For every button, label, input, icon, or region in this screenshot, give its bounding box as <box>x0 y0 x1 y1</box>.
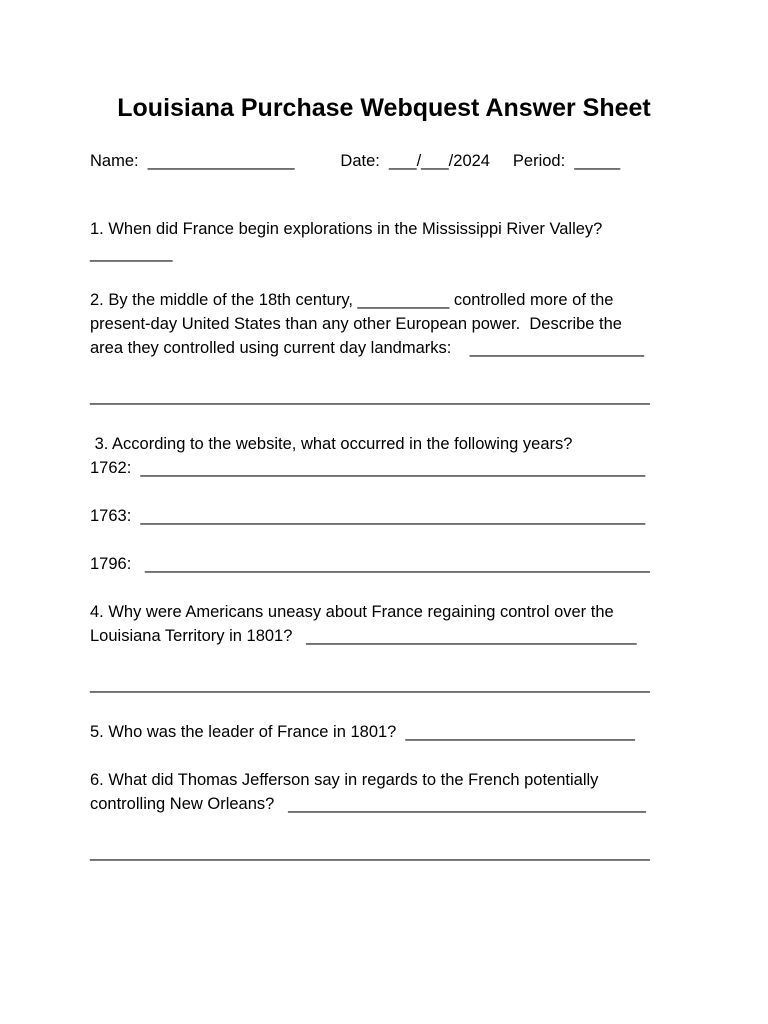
question-1-answer-blank: _________ <box>90 244 173 262</box>
question-2-text-line-2: present-day United States than any other European power. Describe the <box>90 315 622 333</box>
question-2-text-line-3: area they controlled using current day landmarks: ___________________ <box>90 339 645 357</box>
question-5-text: 5. Who was the leader of France in 1801? _________________________ <box>90 723 635 741</box>
question-2-answer-blank: _____________________________________________________________ <box>90 387 650 405</box>
question-3-text: 3. According to the website, what occurred in the following years? <box>90 435 573 453</box>
question-3-year-1763: 1763: _______________________________________________________ <box>90 507 646 525</box>
name-date-period-line: Name: ________________ Date: ___/___/2024 Period: _____ <box>90 152 621 170</box>
question-6-text-line-2: controlling New Orleans? _______________________________________ <box>90 795 646 813</box>
question-4-text-line-1: 4. Why were Americans uneasy about France regaining control over the <box>90 603 614 621</box>
page-title: Louisiana Purchase Webquest Answer Sheet <box>117 94 651 122</box>
question-6-answer-blank: _____________________________________________________________ <box>90 843 650 861</box>
question-4-text-line-2: Louisiana Territory in 1801? ____________________________________ <box>90 627 637 645</box>
question-2-text-line-1: 2. By the middle of the 18th century, __________ controlled more of the <box>90 291 614 309</box>
question-6-text-line-1: 6. What did Thomas Jefferson say in regards to the French potentially <box>90 771 599 789</box>
question-3-year-1762: 1762: _______________________________________________________ <box>90 459 646 477</box>
question-3-year-1796: 1796: _______________________________________________________ <box>90 555 650 573</box>
question-4-answer-blank: _____________________________________________________________ <box>90 675 650 693</box>
question-1-text: 1. When did France begin explorations in the Mississippi River Valley? <box>90 220 603 238</box>
